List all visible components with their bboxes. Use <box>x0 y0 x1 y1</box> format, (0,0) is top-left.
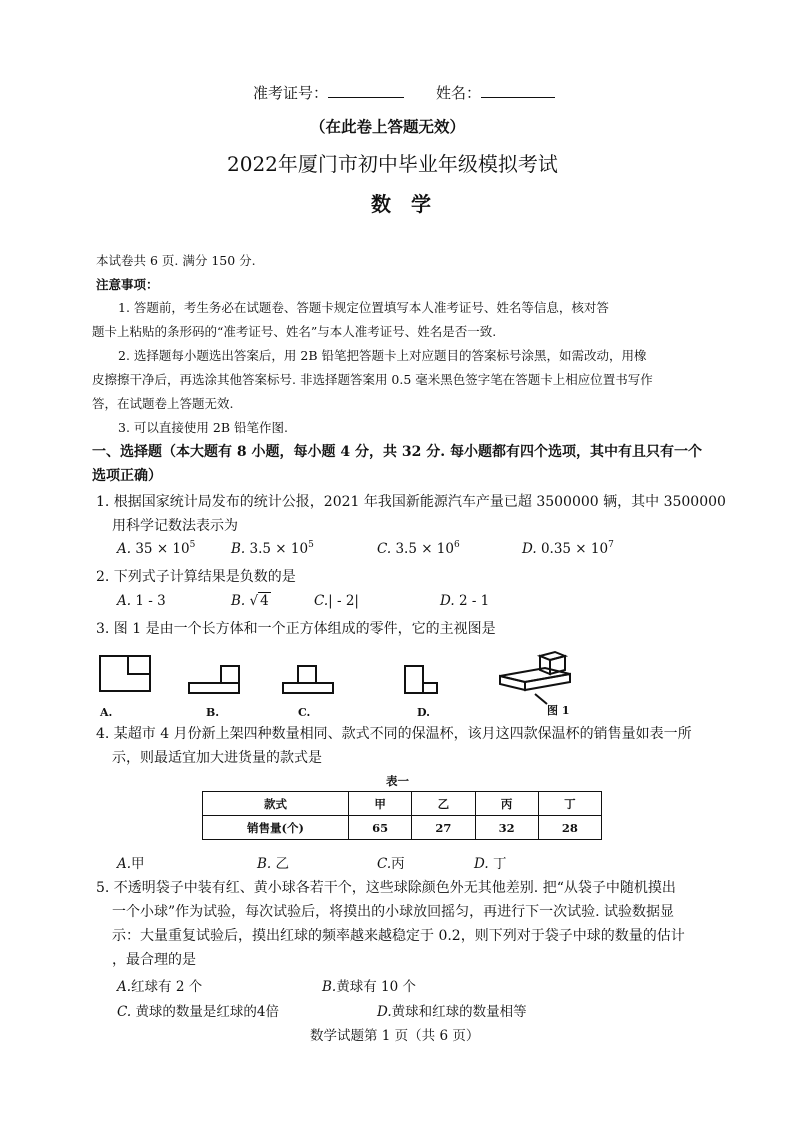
table-row <box>203 816 602 840</box>
exam-id-field <box>253 82 404 103</box>
q4-stem-line-1: 4. 某超市 4 月份新上架四种数量相同、款式不同的保温杯，该月这四款保温杯的销售量如表一所 <box>96 726 692 742</box>
q4-table-title: 表一 <box>386 774 409 788</box>
exam-id-label: 准考证号： <box>253 84 329 102</box>
table-cell: 27 <box>412 816 475 840</box>
q3-label-b: B. <box>206 706 220 719</box>
q3-figure-1 <box>500 652 570 704</box>
table-cell: 甲 <box>349 792 412 816</box>
q3-label-a: A. <box>100 706 113 719</box>
q1-option-d: D. $0.35 \times 10^7$ <box>522 540 614 557</box>
q3-figure-b <box>189 666 239 693</box>
note-1-line-1: 1. 答题前，考生务必在试题卷、答题卡规定位置填写本人准考证号、姓名等信息，核对答 <box>118 300 609 315</box>
name-label: 姓名： <box>436 84 482 102</box>
note-3: 3. 可以直接使用 2B 铅笔作图. <box>118 420 288 435</box>
q2-option-c: C.| - 2| <box>314 593 359 609</box>
sqrt-icon: √ <box>249 593 259 609</box>
table-row-header: 销售量(个) <box>203 816 349 840</box>
note-2-line-1: 2. 选择题每小题选出答案后，用 2B 铅笔把答题卡上对应题目的答案标号涂黑，如需改动，用橡 <box>118 348 647 363</box>
q3-label-d: D. <box>417 706 430 719</box>
q5-option-c: C. 黄球的数量是红球的4倍 <box>117 1004 280 1020</box>
q3-figure-c <box>283 666 333 693</box>
q5-option-a: A.红球有 2 个 <box>117 979 203 995</box>
table-row <box>203 792 602 816</box>
q4-option-a: A.甲 <box>117 856 145 872</box>
q2-option-a: A. 1 - 3 <box>117 593 166 609</box>
q3-figure-d <box>405 666 437 693</box>
name-blank <box>481 97 555 98</box>
q1-stem-line-2: 用科学记数法表示为 <box>112 518 238 534</box>
table-cell: 65 <box>349 816 412 840</box>
q1-stem-line-1: 1. 根据国家统计局发布的统计公报，2021 年我国新能源汽车产量已超 3500000 辆，其中 3500000 <box>96 494 726 510</box>
section-1-heading-line-1: 一、选择题（本大题有 8 小题，每小题 4 分，共 32 分. 每小题都有四个选项，其中有且只有一个 <box>92 444 702 460</box>
table-cell: 丙 <box>475 792 538 816</box>
q3-figure-a <box>100 656 150 691</box>
paper-summary: 本试卷共 6 页. 满分 150 分. <box>96 253 256 268</box>
q3-stem: 3. 图 1 是由一个长方体和一个正方体组成的零件，它的主视图是 <box>96 621 496 637</box>
q5-stem-line-4: ，最合理的是 <box>112 952 196 968</box>
q4-stem-line-2: 示，则最适宜加大进货量的款式是 <box>112 750 322 766</box>
q1-option-c: C. $3.5 \times 10^6$ <box>377 540 460 557</box>
note-2-line-2: 皮擦擦干净后，再选涂其他答案标号. 非选择题答案用 0.5 毫米黑色签字笔在答题卡上相应位置书写作 <box>92 372 653 387</box>
page-footer: 数学试题第 1 页（共 6 页） <box>310 1028 480 1044</box>
q5-stem-line-1: 5. 不透明袋子中装有红、黄小球各若干个，这些球除颜色外无其他差别. 把“从袋子中随机摸出 <box>96 880 676 896</box>
q2-option-b: B. √ 4 <box>231 593 269 609</box>
q2-stem: 2. 下列式子计算结果是负数的是 <box>96 569 296 585</box>
q5-stem-line-3: 示：大量重复试验后，摸出红球的频率越来越稳定于 0.2，则下列对于袋子中球的数量的估计 <box>112 928 685 944</box>
exam-id-blank <box>328 97 404 98</box>
subject-title: 数 学 <box>371 192 431 216</box>
invalid-notice: （在此卷上答题无效） <box>310 117 466 136</box>
exam-title: 2022年厦门市初中毕业年级模拟考试 <box>227 152 558 176</box>
q3-label-c: C. <box>298 706 311 719</box>
q5-option-b: B.黄球有 10 个 <box>322 979 416 995</box>
note-2-line-3: 答，在试题卷上答题无效. <box>92 396 234 411</box>
q1-option-b: B. $3.5 \times 10^5$ <box>231 540 314 557</box>
table-cell: 28 <box>538 816 601 840</box>
table-row-header: 款式 <box>203 792 349 816</box>
table-cell: 乙 <box>412 792 475 816</box>
q4-sales-table <box>202 791 602 840</box>
q4-option-c: C.丙 <box>377 856 405 872</box>
q2-option-d: D. 2 - 1 <box>440 593 490 609</box>
notes-title: 注意事项： <box>96 277 159 292</box>
q1-option-a: A. $35 \times 10^5$ <box>117 540 196 557</box>
q3-figures <box>95 648 575 720</box>
q5-stem-line-2: 一个小球”作为试验，每次试验后，将摸出的小球放回摇匀，再进行下一次试验. 试验数据显 <box>112 904 675 920</box>
note-1-line-2: 题卡上粘贴的条形码的“准考证号、姓名”与本人准考证号、姓名是否一致. <box>92 324 497 339</box>
name-field <box>436 82 555 103</box>
q5-option-d: D.黄球和红球的数量相等 <box>377 1004 527 1020</box>
q4-option-d: D. 丁 <box>474 856 507 872</box>
section-1-heading-line-2: 选项正确） <box>92 468 162 484</box>
table-cell: 32 <box>475 816 538 840</box>
q3-figure-1-label: 图 1 <box>547 704 570 717</box>
q4-option-b: B. 乙 <box>257 856 290 872</box>
table-cell: 丁 <box>538 792 601 816</box>
